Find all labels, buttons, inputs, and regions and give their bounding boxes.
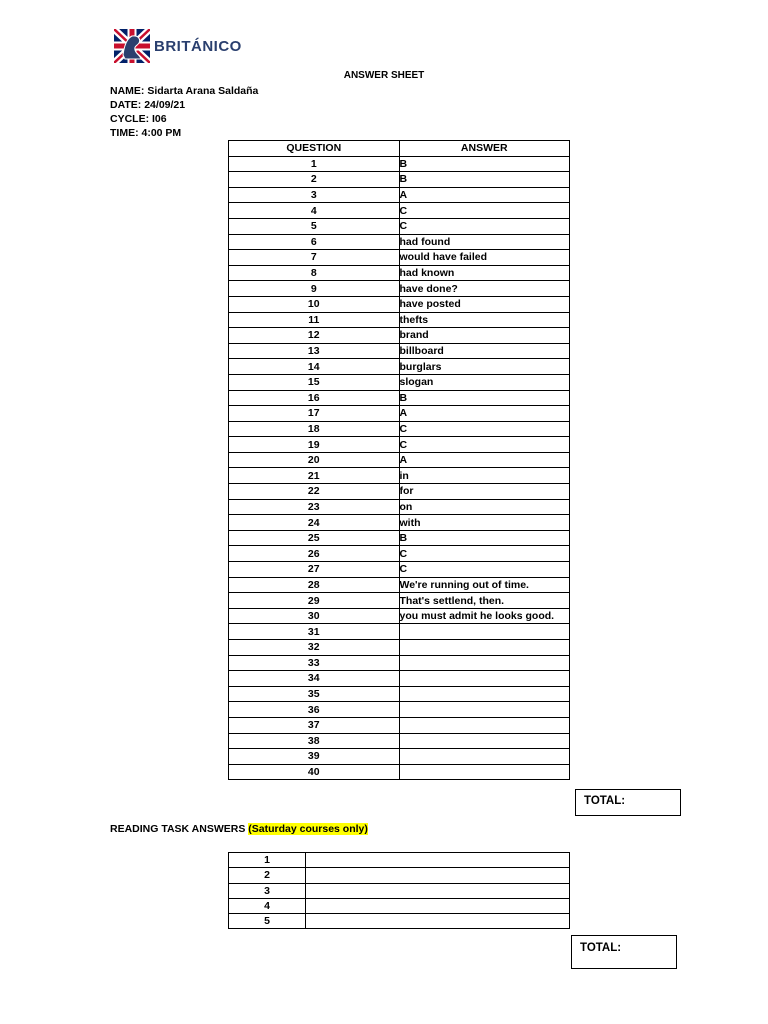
answer-question-number: 10 — [229, 296, 400, 312]
answer-question-number: 6 — [229, 234, 400, 250]
answer-answer-cell: C — [399, 546, 570, 562]
reading-total-box — [571, 935, 677, 969]
answer-row — [229, 499, 570, 515]
answer-answer-cell: That's settlend, then. — [399, 593, 570, 609]
answer-row — [229, 702, 570, 718]
answer-row — [229, 328, 570, 344]
answer-question-number: 18 — [229, 421, 400, 437]
answer-answer-cell: on — [399, 499, 570, 515]
answer-question-number: 24 — [229, 515, 400, 531]
answer-answer-cell: for — [399, 484, 570, 500]
answer-answer-cell: B — [399, 156, 570, 172]
answer-answer-cell: burglars — [399, 359, 570, 375]
answer-row — [229, 468, 570, 484]
answer-row — [229, 686, 570, 702]
answer-question-number: 35 — [229, 686, 400, 702]
answer-answer-cell: had found — [399, 234, 570, 250]
reading-answer-cell — [306, 868, 570, 883]
answer-row — [229, 281, 570, 297]
britanico-logo — [114, 29, 242, 63]
answer-question-number: 12 — [229, 328, 400, 344]
answer-question-number: 5 — [229, 218, 400, 234]
answer-answer-cell: We're running out of time. — [399, 577, 570, 593]
answer-answer-cell: in — [399, 468, 570, 484]
answer-question-number: 14 — [229, 359, 400, 375]
answer-question-number: 28 — [229, 577, 400, 593]
answer-row — [229, 764, 570, 780]
answer-row — [229, 546, 570, 562]
answer-answer-cell: have done? — [399, 281, 570, 297]
answer-answer-cell — [399, 686, 570, 702]
answer-row — [229, 218, 570, 234]
answer-row — [229, 156, 570, 172]
answer-table-header — [229, 141, 570, 157]
answer-question-number: 32 — [229, 640, 400, 656]
answer-question-number: 37 — [229, 717, 400, 733]
answer-answer-cell: thefts — [399, 312, 570, 328]
answer-question-number: 36 — [229, 702, 400, 718]
answer-answer-cell: had known — [399, 265, 570, 281]
answer-answer-cell: C — [399, 218, 570, 234]
answer-row — [229, 187, 570, 203]
answer-answer-cell: with — [399, 515, 570, 531]
answer-question-number: 19 — [229, 437, 400, 453]
answer-answer-cell: have posted — [399, 296, 570, 312]
reading-task-title — [110, 823, 368, 835]
answer-question-number: 33 — [229, 655, 400, 671]
answer-row — [229, 749, 570, 765]
question-header: QUESTION — [229, 141, 400, 157]
reading-question-number: 1 — [229, 853, 306, 868]
answer-row — [229, 172, 570, 188]
reading-answer-cell — [306, 898, 570, 913]
answer-answer-cell — [399, 640, 570, 656]
logo-text: BRITÁNICO — [154, 37, 242, 55]
reading-question-number: 2 — [229, 868, 306, 883]
reading-row — [229, 868, 570, 883]
answer-row — [229, 296, 570, 312]
answer-row — [229, 437, 570, 453]
answer-answer-cell: B — [399, 172, 570, 188]
answer-question-number: 25 — [229, 530, 400, 546]
name-line: NAME: Sidarta Arana Saldaña — [110, 85, 259, 97]
answer-question-number: 39 — [229, 749, 400, 765]
answer-question-number: 7 — [229, 250, 400, 266]
total-label: TOTAL: — [584, 795, 626, 807]
answer-row — [229, 421, 570, 437]
answer-row — [229, 250, 570, 266]
answer-question-number: 40 — [229, 764, 400, 780]
answer-question-number: 1 — [229, 156, 400, 172]
answer-question-number: 20 — [229, 452, 400, 468]
sheet-title: ANSWER SHEET — [343, 70, 425, 81]
answer-question-number: 11 — [229, 312, 400, 328]
answer-table — [228, 140, 570, 780]
answer-question-number: 17 — [229, 406, 400, 422]
answer-row — [229, 515, 570, 531]
answer-row — [229, 374, 570, 390]
answer-row — [229, 265, 570, 281]
answer-answer-cell: C — [399, 562, 570, 578]
answer-question-number: 13 — [229, 343, 400, 359]
reading-answer-cell — [306, 883, 570, 898]
answer-row — [229, 624, 570, 640]
answer-answer-cell — [399, 749, 570, 765]
answer-question-number: 8 — [229, 265, 400, 281]
date-line: DATE: 24/09/21 — [110, 99, 186, 111]
union-jack-lion-crest-icon — [114, 29, 150, 63]
answer-row — [229, 203, 570, 219]
answer-question-number: 9 — [229, 281, 400, 297]
answer-row — [229, 608, 570, 624]
answer-header: ANSWER — [399, 141, 570, 157]
answer-row — [229, 484, 570, 500]
answer-question-number: 30 — [229, 608, 400, 624]
answer-answer-cell: you must admit he looks good. — [399, 608, 570, 624]
student-info — [110, 84, 258, 140]
answer-row — [229, 640, 570, 656]
answer-question-number: 15 — [229, 374, 400, 390]
answer-answer-cell: would have failed — [399, 250, 570, 266]
answer-answer-cell: billboard — [399, 343, 570, 359]
answer-question-number: 38 — [229, 733, 400, 749]
answer-row — [229, 406, 570, 422]
answer-answer-cell: B — [399, 390, 570, 406]
reading-task-label: READING TASK ANSWERS — [110, 823, 246, 835]
answer-row — [229, 390, 570, 406]
answer-answer-cell: A — [399, 452, 570, 468]
answer-question-number: 23 — [229, 499, 400, 515]
reading-question-number: 4 — [229, 898, 306, 913]
answer-answer-cell — [399, 733, 570, 749]
answer-question-number: 26 — [229, 546, 400, 562]
answer-question-number: 3 — [229, 187, 400, 203]
answer-question-number: 34 — [229, 671, 400, 687]
answer-row — [229, 312, 570, 328]
answer-answer-cell — [399, 655, 570, 671]
answer-row — [229, 717, 570, 733]
answer-question-number: 29 — [229, 593, 400, 609]
answer-answer-cell — [399, 671, 570, 687]
answer-answer-cell: B — [399, 530, 570, 546]
answer-row — [229, 343, 570, 359]
answer-answer-cell: C — [399, 421, 570, 437]
reading-answer-cell — [306, 853, 570, 868]
answer-question-number: 31 — [229, 624, 400, 640]
answer-row — [229, 593, 570, 609]
answer-answer-cell: C — [399, 437, 570, 453]
answer-answer-cell — [399, 702, 570, 718]
answer-row — [229, 530, 570, 546]
answer-row — [229, 577, 570, 593]
reading-table — [228, 852, 570, 929]
reading-row — [229, 898, 570, 913]
answer-row — [229, 452, 570, 468]
answer-answer-cell: C — [399, 203, 570, 219]
answer-answer-cell: A — [399, 187, 570, 203]
reading-row — [229, 883, 570, 898]
answer-question-number: 21 — [229, 468, 400, 484]
answer-answer-cell — [399, 764, 570, 780]
reading-question-number: 5 — [229, 914, 306, 929]
answer-question-number: 4 — [229, 203, 400, 219]
cycle-line: CYCLE: I06 — [110, 113, 167, 125]
answer-row — [229, 562, 570, 578]
answer-question-number: 2 — [229, 172, 400, 188]
time-line: TIME: 4:00 PM — [110, 127, 182, 139]
answer-row — [229, 671, 570, 687]
answer-question-number: 16 — [229, 390, 400, 406]
reading-total-label: TOTAL: — [580, 942, 622, 954]
answer-question-number: 27 — [229, 562, 400, 578]
total-box — [575, 789, 681, 816]
answer-row — [229, 655, 570, 671]
answer-answer-cell — [399, 717, 570, 733]
reading-question-number: 3 — [229, 883, 306, 898]
answer-answer-cell: slogan — [399, 374, 570, 390]
answer-answer-cell — [399, 624, 570, 640]
reading-answer-cell — [306, 914, 570, 929]
answer-answer-cell: A — [399, 406, 570, 422]
answer-question-number: 22 — [229, 484, 400, 500]
answer-row — [229, 733, 570, 749]
reading-row — [229, 853, 570, 868]
answer-row — [229, 359, 570, 375]
answer-answer-cell: brand — [399, 328, 570, 344]
reading-task-note: (Saturday courses only) — [248, 823, 368, 835]
reading-row — [229, 914, 570, 929]
answer-row — [229, 234, 570, 250]
